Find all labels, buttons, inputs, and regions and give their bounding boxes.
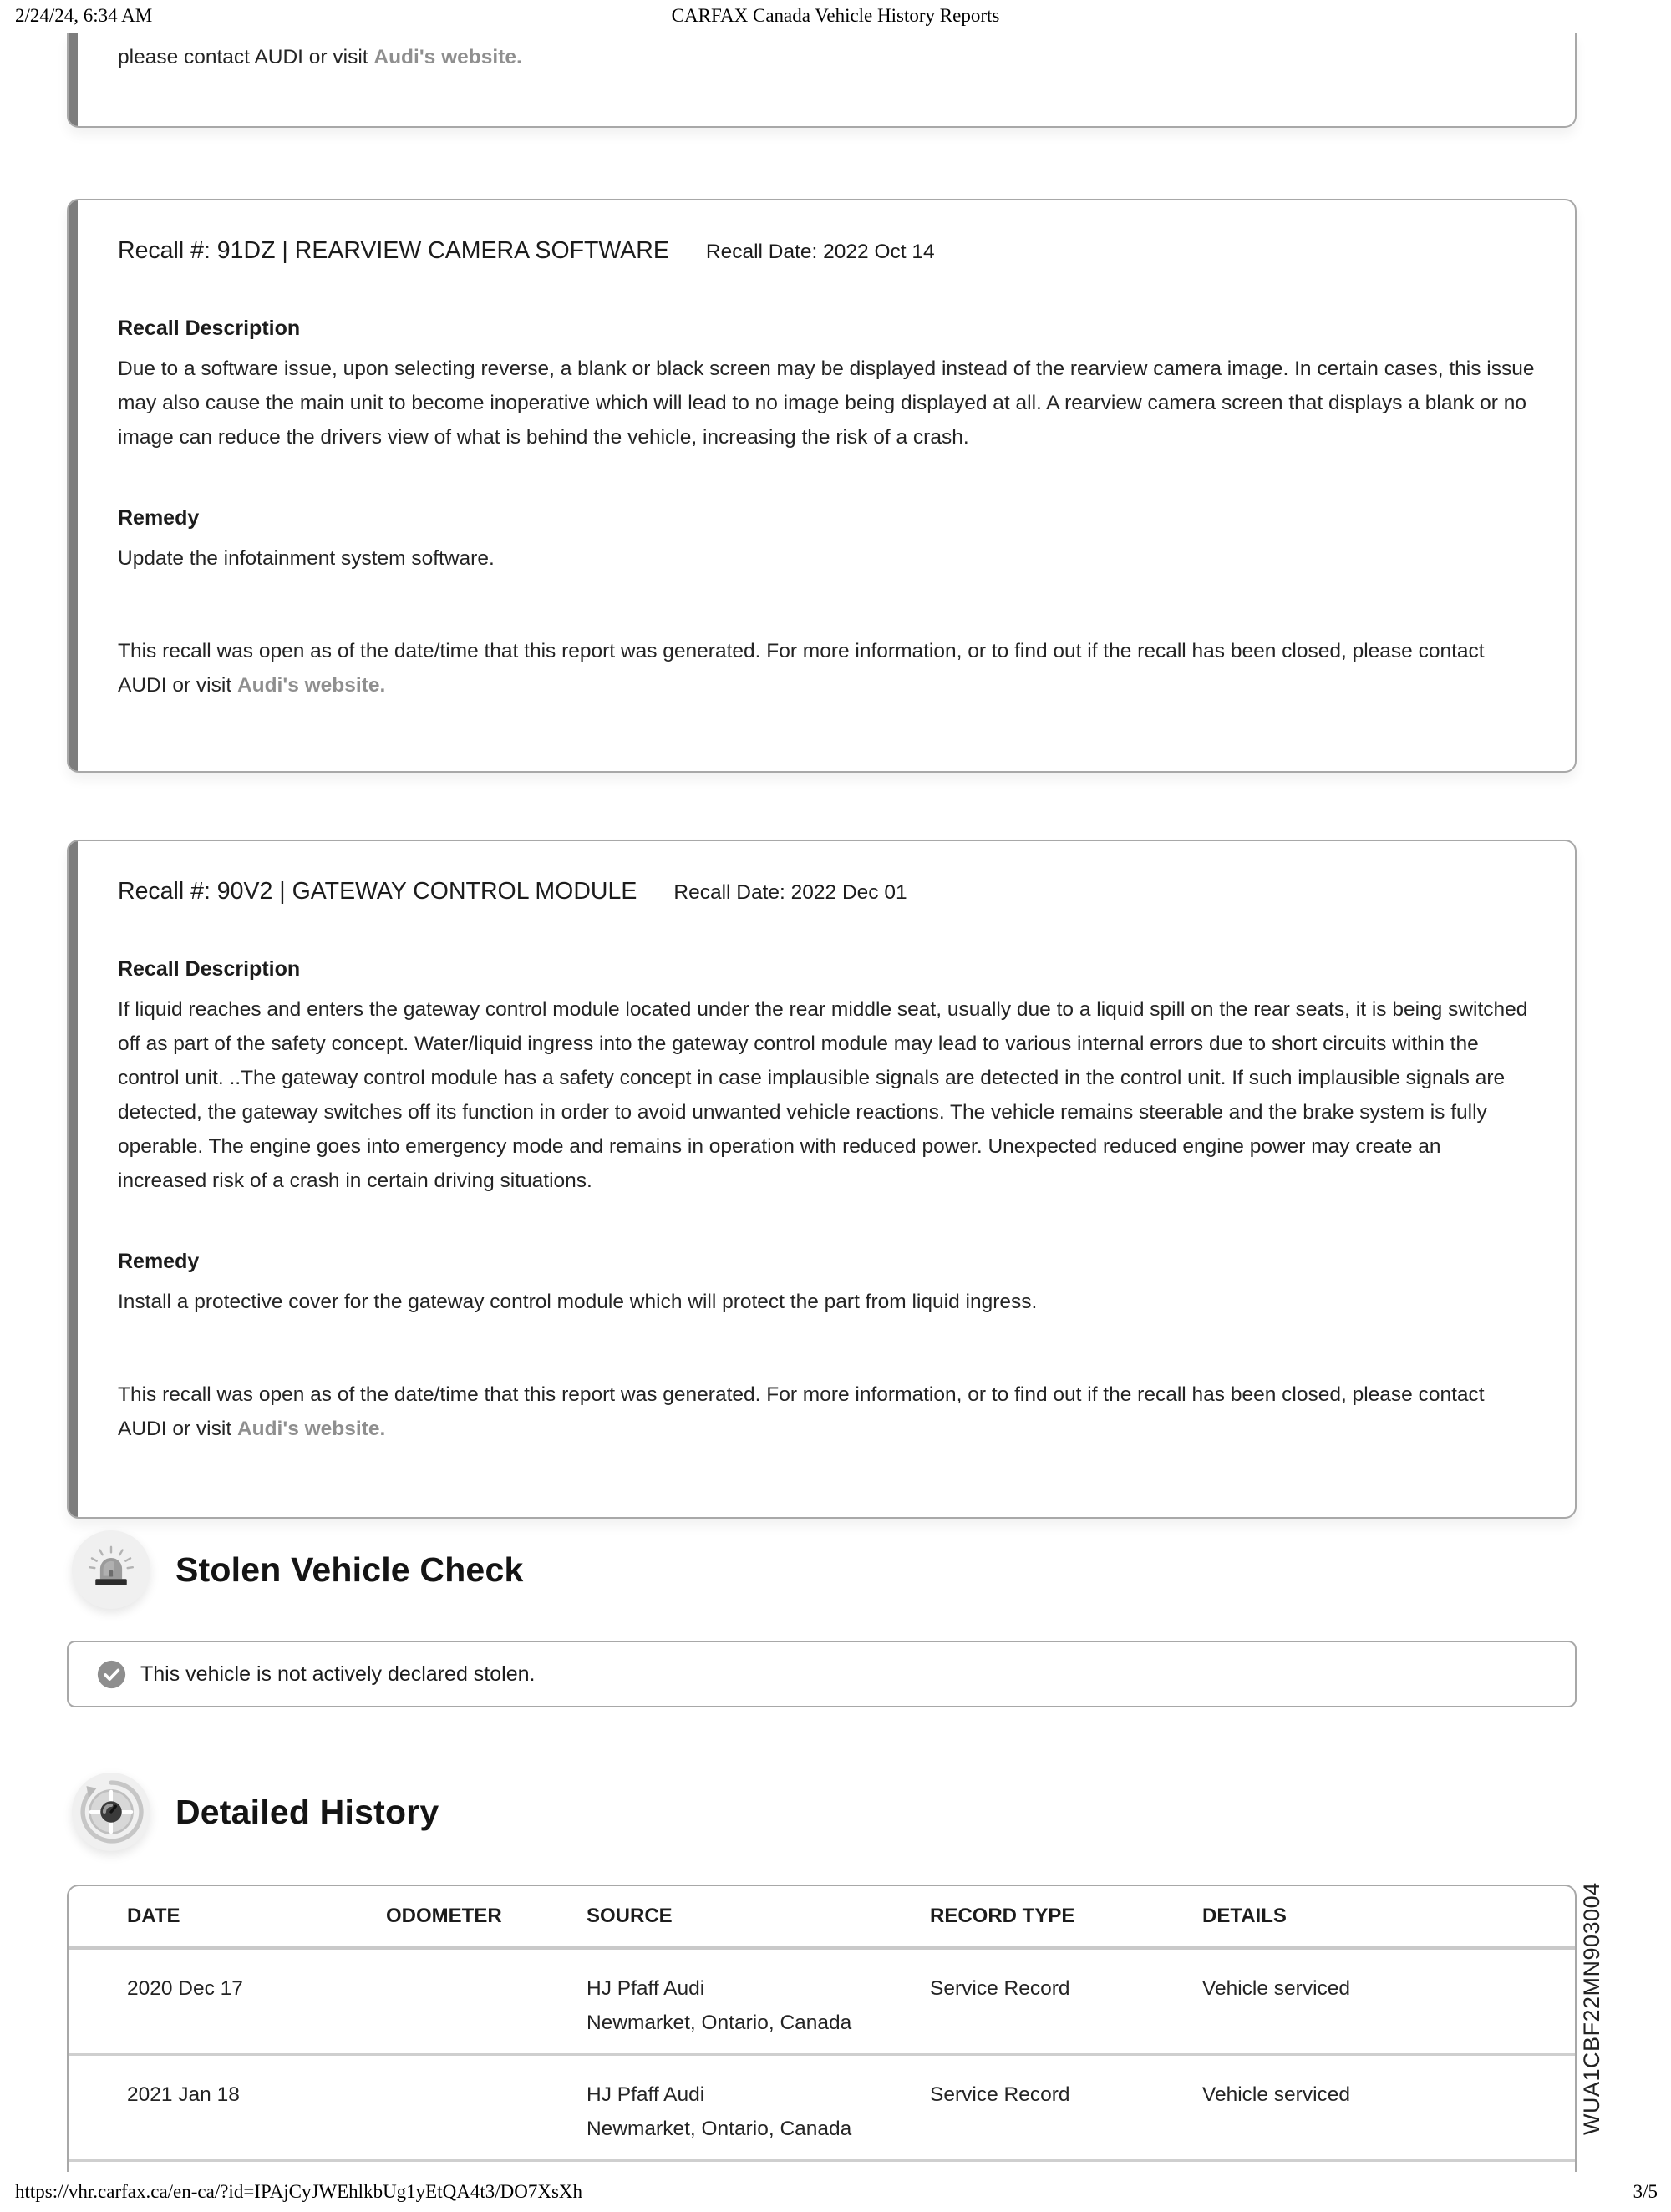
card-accent-bar <box>69 841 78 1517</box>
stolen-status-text: This vehicle is not actively declared stolen. <box>140 1662 536 1686</box>
recall-date: Recall Date: 2022 Oct 14 <box>705 241 935 263</box>
table-row <box>69 2054 1575 2160</box>
remedy-heading: Remedy <box>118 1250 200 1273</box>
remedy-text: Update the infotainment system software. <box>118 547 495 570</box>
detailed-history-table <box>69 1886 1575 2162</box>
audi-website-link[interactable]: Audi's website. <box>236 674 386 697</box>
cell-details: Vehicle serviced <box>1202 1948 1575 2054</box>
vin-vertical-text: WUA1CBF22MN903004 <box>1579 1882 1604 2135</box>
check-icon <box>96 1659 127 1690</box>
recall-status-text: This recall was open as of the date/time that this report was generated. For more information, or to find out if the recall has been closed, please contact AUDI or visit <box>118 1383 1485 1440</box>
recall-status-paragraph <box>118 40 1535 74</box>
cell-date: 2020 Dec 17 <box>69 1948 386 2054</box>
print-footer-page-indicator: 3/5 <box>1633 2181 1658 2202</box>
siren-icon <box>86 1545 136 1595</box>
col-header-date: DATE <box>69 1886 386 1948</box>
source-location: Newmarket, Ontario, Canada <box>587 2117 852 2140</box>
recall-title-row <box>118 237 1535 265</box>
recall-status-text: This recall was open as of the date/time that this report was generated. For more information, or to find out if the recall has been closed, please contact AUDI or visit <box>118 640 1485 697</box>
table-row <box>69 1948 1575 2054</box>
col-header-details: DETAILS <box>1202 1886 1575 1948</box>
print-footer-url: https://vhr.carfax.ca/en-ca/?id=IPAjCyJWEhlkbUg1yEtQA4t3/DO7XsXh <box>15 2181 583 2202</box>
remedy-heading: Remedy <box>118 506 200 530</box>
audi-website-link[interactable]: Audi's website. <box>373 46 522 68</box>
recall-status-text: please contact AUDI or visit <box>118 46 374 68</box>
source-name: HJ Pfaff Audi <box>587 1977 705 2000</box>
history-clock-icon <box>75 1776 147 1848</box>
recall-title: Recall #: 91DZ | REARVIEW CAMERA SOFTWARE <box>118 237 669 264</box>
source-name: HJ Pfaff Audi <box>587 2083 705 2106</box>
table-header-row <box>69 1886 1575 1948</box>
detailed-history-header <box>72 1773 439 1851</box>
cell-source <box>587 1948 930 2054</box>
history-icon-badge <box>72 1773 150 1851</box>
print-datetime: 2/24/24, 6:34 AM <box>15 5 153 26</box>
col-header-source: SOURCE <box>587 1886 930 1948</box>
siren-icon-badge <box>72 1530 150 1609</box>
cell-odometer <box>386 1948 587 2054</box>
recall-card-overflow <box>67 33 1577 128</box>
recall-card-90v2 <box>67 840 1577 1519</box>
recall-status-paragraph <box>118 634 1535 703</box>
stolen-vehicle-check-header <box>72 1530 523 1609</box>
cell-date: 2021 Jan 18 <box>69 2054 386 2160</box>
stolen-status-card <box>67 1641 1577 1707</box>
cell-odometer <box>386 2054 587 2160</box>
print-title: CARFAX Canada Vehicle History Reports <box>671 5 1000 26</box>
recall-description-heading: Recall Description <box>118 317 301 340</box>
recall-title-row <box>118 878 1535 906</box>
cell-record-type: Service Record <box>930 1948 1202 2054</box>
recall-status-paragraph <box>118 1377 1535 1446</box>
col-header-odometer: ODOMETER <box>386 1886 587 1948</box>
detailed-history-title: Detailed History <box>175 1792 439 1831</box>
recall-description-text: If liquid reaches and enters the gateway control module located under the rear middle seat, usually due to a liquid spill on the rear seats, it is being switched off as part of the safety concept. Water/liquid ingress into the gateway control module may lead to various internal errors due to short circuits within the control unit. ..The gateway control module has a safety concept in case implausible signals are detected in the control unit. If such implausible signals are detected, the gateway switches off its function in order to avoid unwanted vehicle reactions. The vehicle remains steerable and the brake system is fully operable. The engine goes into emergency mode and remains in operation with reduced power. Unexpected reduced engine power may create an increased risk of a crash in certain driving situations. <box>118 998 1528 1192</box>
recall-card-91dz <box>67 199 1577 773</box>
stolen-vehicle-check-title: Stolen Vehicle Check <box>175 1550 524 1589</box>
card-accent-bar <box>69 200 78 771</box>
recall-description-heading: Recall Description <box>118 957 301 981</box>
detailed-history-table-card <box>67 1885 1577 2172</box>
cell-record-type: Service Record <box>930 2054 1202 2160</box>
audi-website-link[interactable]: Audi's website. <box>236 1418 386 1440</box>
cell-details: Vehicle serviced <box>1202 2054 1575 2160</box>
source-location: Newmarket, Ontario, Canada <box>587 2012 852 2034</box>
col-header-record-type: RECORD TYPE <box>930 1886 1202 1948</box>
recall-date: Recall Date: 2022 Dec 01 <box>673 881 907 904</box>
card-accent-bar <box>69 33 78 126</box>
remedy-text: Install a protective cover for the gateway control module which will protect the part from liquid ingress. <box>118 1291 1038 1313</box>
recall-description-text: Due to a software issue, upon selecting reverse, a blank or black screen may be displayed instead of the rearview camera image. In certain cases, this issue may also cause the main unit to become inoperative which will lead to no image being displayed at all. A rearview camera screen that displays a blank or no image can reduce the drivers view of what is behind the vehicle, increasing the risk of a crash. <box>118 358 1535 449</box>
cell-source <box>587 2054 930 2160</box>
recall-title: Recall #: 90V2 | GATEWAY CONTROL MODULE <box>118 878 637 905</box>
